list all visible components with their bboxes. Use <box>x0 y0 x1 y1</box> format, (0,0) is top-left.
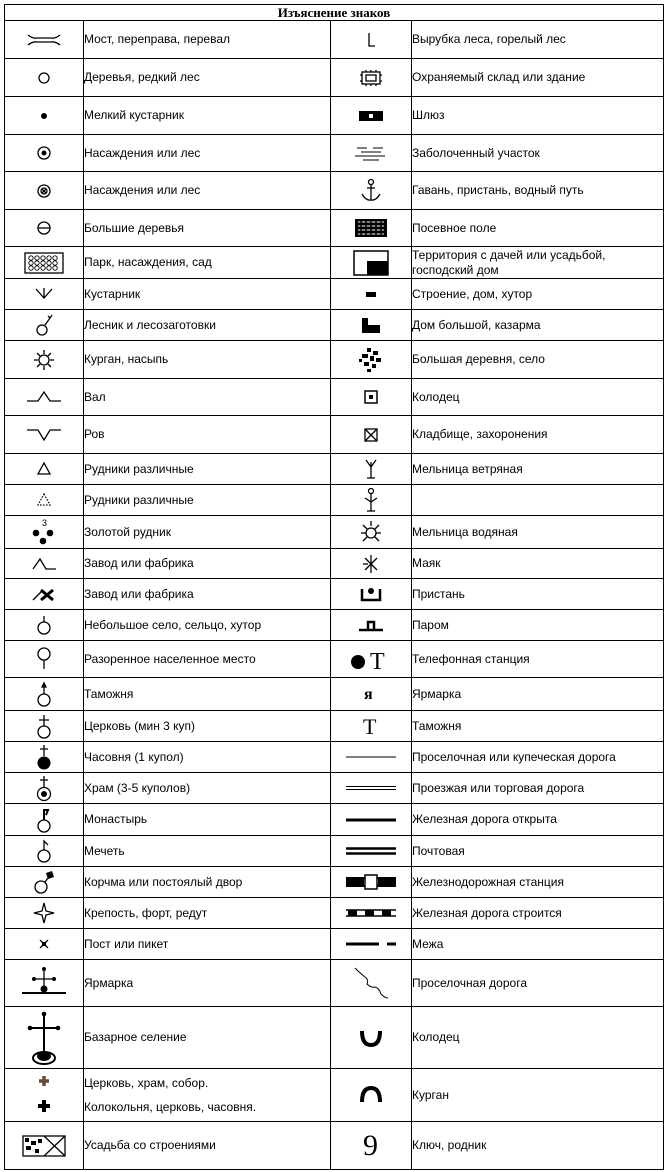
dirt-road-icon <box>331 960 412 1007</box>
park-icon <box>5 247 84 279</box>
right-label: Ярмарка <box>412 678 664 711</box>
legend-row <box>5 454 664 485</box>
gold-mine-icon <box>5 516 84 549</box>
left-label: Таможня <box>84 678 331 711</box>
legend-row <box>5 379 664 416</box>
legend-row <box>5 742 664 773</box>
left-label: Насаждения или лес <box>84 135 331 172</box>
svg-text:T: T <box>363 714 377 738</box>
legend-row <box>5 867 664 898</box>
left-label: Храм (3-5 куполов) <box>84 773 331 804</box>
left-label: Завод или фабрика <box>84 549 331 579</box>
right-label: Телефонная станция <box>412 641 664 678</box>
legend-row <box>5 898 664 929</box>
customs-icon <box>5 678 84 711</box>
left-label: Небольшое село, сельцо, хутор <box>84 610 331 641</box>
barracks-icon <box>331 310 412 341</box>
legend-row <box>5 485 664 516</box>
legend-row <box>5 836 664 867</box>
sluice-icon <box>331 97 412 135</box>
legend-row <box>5 678 664 711</box>
mine-icon <box>5 454 84 485</box>
well-alt-icon <box>331 1007 412 1069</box>
legend-row <box>5 1122 664 1170</box>
factory-icon <box>5 549 84 579</box>
legend-row <box>5 97 664 135</box>
big-trees-icon <box>5 210 84 247</box>
anchor-icon <box>331 172 412 210</box>
boundary-icon <box>331 929 412 960</box>
right-label: Проселочная или купеческая дорога <box>412 742 664 773</box>
legend-row <box>5 279 664 310</box>
left-label: Базарное селение <box>84 1007 331 1069</box>
right-label: Строение, дом, хутор <box>412 279 664 310</box>
left-label: Монастырь <box>84 804 331 836</box>
right-label: Проселочная дорога <box>412 960 664 1007</box>
right-label: Железная дорога открыта <box>412 804 664 836</box>
swamp-icon <box>331 135 412 172</box>
fortress-icon <box>5 898 84 929</box>
right-label: Охраняемый склад или здание <box>412 59 664 97</box>
legend-row <box>5 516 664 549</box>
rampart-icon <box>5 379 84 416</box>
legend-row <box>5 579 664 610</box>
legend-row <box>5 960 664 1007</box>
postal-road-icon <box>331 836 412 867</box>
estate-icon <box>5 1122 84 1170</box>
right-label: Таможня <box>412 711 664 742</box>
left-label: Золотой рудник <box>84 516 331 549</box>
left-label: Корчма или постоялый двор <box>84 867 331 898</box>
legend-row <box>5 416 664 454</box>
legend-title: Изъяснение знаков <box>5 5 664 21</box>
left-label-line: Колокольня, церковь, часовня. <box>84 1099 257 1114</box>
railway-building-icon <box>331 898 412 929</box>
legend-row <box>5 804 664 836</box>
cut-forest-icon <box>331 21 412 59</box>
trade-road-icon <box>331 773 412 804</box>
left-label: Насаждения или лес <box>84 172 331 210</box>
legend-row <box>5 135 664 172</box>
right-label: Ключ, родник <box>412 1122 664 1170</box>
right-label: Заболоченный участок <box>412 135 664 172</box>
fair-icon <box>5 960 84 1007</box>
factory-alt-icon <box>5 579 84 610</box>
right-label: Почтовая <box>412 836 664 867</box>
mound-icon <box>5 341 84 379</box>
right-label: Мельница водяная <box>412 516 664 549</box>
legend-row <box>5 247 664 279</box>
legend-row <box>5 210 664 247</box>
legend-row <box>5 610 664 641</box>
crop-field-icon <box>331 210 412 247</box>
right-label: Колодец <box>412 1007 664 1069</box>
legend-row <box>5 21 664 59</box>
left-label: Завод или фабрика <box>84 579 331 610</box>
right-label: Гавань, пристань, водный путь <box>412 172 664 210</box>
left-label: Мелкий кустарник <box>84 97 331 135</box>
right-label: Посевное поле <box>412 210 664 247</box>
svg-text:я: я <box>364 686 373 703</box>
temple-icon <box>5 773 84 804</box>
fair-letter-icon <box>331 678 412 711</box>
monastery-icon <box>5 804 84 836</box>
left-label: Пост или пикет <box>84 929 331 960</box>
legend-body <box>5 21 664 1170</box>
watermill-icon <box>331 516 412 549</box>
left-label-line: Церковь, храм, собор. <box>84 1075 209 1090</box>
left-label: Рудники различные <box>84 485 331 516</box>
pier-icon <box>331 579 412 610</box>
svg-text:3: 3 <box>42 518 48 528</box>
legend-row <box>5 310 664 341</box>
left-label: Кустарник <box>84 279 331 310</box>
post-icon <box>5 929 84 960</box>
mound-alt-icon <box>331 1069 412 1122</box>
manor-icon <box>331 247 412 279</box>
ferry-icon <box>331 610 412 641</box>
left-label <box>84 1069 331 1122</box>
right-label: Колодец <box>412 379 664 416</box>
plantation-icon <box>5 135 84 172</box>
customs-letter-icon <box>331 711 412 742</box>
legend-row <box>5 773 664 804</box>
left-label: Вал <box>84 379 331 416</box>
left-label: Разоренное населенное место <box>84 641 331 678</box>
right-label: Железная дорога строится <box>412 898 664 929</box>
right-label: Железнодорожная станция <box>412 867 664 898</box>
legend-row <box>5 341 664 379</box>
left-label: Большие деревья <box>84 210 331 247</box>
spring-icon <box>331 1122 412 1170</box>
left-label: Ярмарка <box>84 960 331 1007</box>
left-label: Лесник и лесозаготовки <box>84 310 331 341</box>
right-label: Вырубка леса, горелый лес <box>412 21 664 59</box>
left-label: Усадьба со строениями <box>84 1122 331 1170</box>
left-label: Деревья, редкий лес <box>84 59 331 97</box>
chapel-icon <box>5 742 84 773</box>
right-label: Территория с дачей или усадьбой, господский дом <box>412 247 664 279</box>
left-label: Церковь (мин 3 куп) <box>84 711 331 742</box>
legend-row <box>5 641 664 678</box>
right-label: Кладбище, захоронения <box>412 416 664 454</box>
legend-row <box>5 549 664 579</box>
market-village-icon <box>5 1007 84 1069</box>
right-label: Маяк <box>412 549 664 579</box>
small-village-icon <box>5 610 84 641</box>
left-label: Курган, насыпь <box>84 341 331 379</box>
svg-text:9: 9 <box>363 1128 378 1162</box>
legend-row <box>5 929 664 960</box>
lighthouse-icon <box>331 549 412 579</box>
left-label: Часовня (1 купол) <box>84 742 331 773</box>
legend-row <box>5 59 664 97</box>
right-label: Проезжая или торговая дорога <box>412 773 664 804</box>
right-label: Большая деревня, село <box>412 341 664 379</box>
mosque-icon <box>5 836 84 867</box>
left-label: Мечеть <box>84 836 331 867</box>
right-label: Дом большой, казарма <box>412 310 664 341</box>
legend-row <box>5 711 664 742</box>
cemetery-icon <box>331 416 412 454</box>
right-label: Мельница ветряная <box>412 454 664 485</box>
bridge-icon <box>5 21 84 59</box>
church-cross-icon <box>5 1069 84 1122</box>
legend-row <box>5 1007 664 1069</box>
left-label: Парк, насаждения, сад <box>84 247 331 279</box>
right-label: Межа <box>412 929 664 960</box>
left-label: Рудники различные <box>84 454 331 485</box>
right-label: Шлюз <box>412 97 664 135</box>
church-icon <box>5 711 84 742</box>
legend-table <box>4 4 664 1170</box>
railway-station-icon <box>331 867 412 898</box>
ditch-icon <box>5 416 84 454</box>
right-label: Курган <box>412 1069 664 1122</box>
telephone-station-icon <box>331 641 412 678</box>
left-label: Крепость, форт, редут <box>84 898 331 929</box>
well-icon <box>331 379 412 416</box>
house-icon <box>331 279 412 310</box>
tavern-icon <box>5 867 84 898</box>
ruined-place-icon <box>5 641 84 678</box>
small-shrub-icon <box>5 97 84 135</box>
sparse-trees-icon <box>5 59 84 97</box>
right-label <box>412 485 664 516</box>
right-label: Пристань <box>412 579 664 610</box>
left-label: Ров <box>84 416 331 454</box>
svg-text:T: T <box>370 649 385 672</box>
windmill-icon <box>331 454 412 485</box>
shrub-icon <box>5 279 84 310</box>
country-road-icon <box>331 742 412 773</box>
legend-row <box>5 1069 664 1122</box>
forest-icon <box>5 172 84 210</box>
right-label: Паром <box>412 610 664 641</box>
forester-icon <box>5 310 84 341</box>
guarded-warehouse-icon <box>331 59 412 97</box>
big-village-icon <box>331 341 412 379</box>
windmill-alt-icon <box>331 485 412 516</box>
railway-open-icon <box>331 804 412 836</box>
mine-dotted-icon <box>5 485 84 516</box>
legend-row <box>5 172 664 210</box>
left-label: Мост, переправа, перевал <box>84 21 331 59</box>
